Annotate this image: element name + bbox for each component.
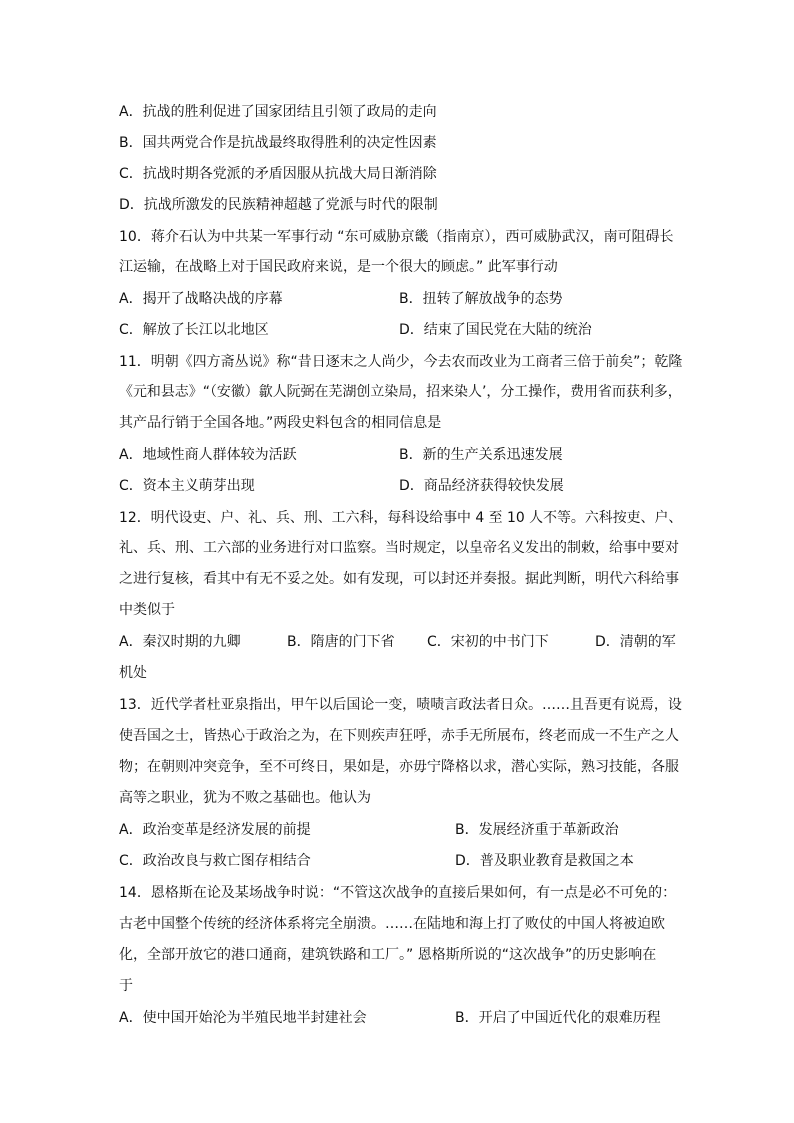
q10-option-a: A．揭开了战略决战的序幕 — [119, 291, 283, 307]
q11-option-c: C．资本主义萌芽出现 — [119, 478, 255, 494]
q13-option-a: A．政治变革是经济发展的前提 — [119, 822, 311, 838]
q9-option-a: A．抗战的胜利促进了国家团结且引领了政局的走向 — [119, 104, 437, 120]
q13-option-b: B．发展经济重于革新政治 — [455, 822, 619, 838]
q11-stem-line1: 11．明朝《四方斋丛说》称“昔日逐末之人尚少，今去农而改业为工商者三倍于前矣”；乾隆 — [119, 354, 683, 370]
q12-option-d: D．清朝的军 — [595, 634, 676, 650]
q11-stem-line2: 《元和县志》“（安徽）歙人阮弼在芜湖创立染局，招来染人’，分工操作，费用省而获利多， — [119, 384, 682, 400]
q12-option-c: C．宋初的中书门下 — [427, 634, 549, 650]
q13-stem-line4: 高等之职业，犹为不败之基础也。他认为 — [119, 790, 371, 806]
q14-stem-line2: 古老中国整个传统的经济体系将完全崩溃。……在陆地和海上打了败仗的中国人将被迫欧 — [119, 916, 665, 932]
q13-stem-line3: 物；在朝则冲突竞争，至不可终日，果如是，亦毋宁降格以求，潜心实际，熟习技能，各服 — [119, 759, 679, 775]
q13-option-d: D．普及职业教育是救国之本 — [455, 853, 634, 869]
q14-stem-line1: 14．恩格斯在论及某场战争时说：“不管这次战争的直接后果如何，有一点是必不可免的： — [119, 885, 677, 901]
q10-option-b: B．扭转了解放战争的态势 — [399, 291, 563, 307]
q13-option-c: C．政治改良与救亡图存相结合 — [119, 853, 311, 869]
q13-stem-line1: 13．近代学者杜亚泉指出，甲午以后国论一变，啧啧言政法者日众。……且吾更有说焉，设 — [119, 697, 682, 713]
q10-option-c: C．解放了长江以北地区 — [119, 322, 269, 338]
q11-stem-line3: 其产品行销于全国各地。”两段史料包含的相同信息是 — [119, 415, 442, 431]
q9-option-d: D．抗战所激发的民族精神超越了党派与时代的限制 — [119, 197, 438, 213]
q12-option-b: B．隋唐的门下省 — [287, 634, 395, 650]
q10-option-d: D．结束了国民党在大陆的统治 — [399, 322, 592, 338]
q10-stem-line2: 江运输，在战略上对于国民政府来说，是一个很大的顾虑。” 此军事行动 — [119, 259, 558, 275]
q11-option-d: D．商品经济获得较快发展 — [399, 478, 564, 494]
q9-option-c: C．抗战时期各党派的矛盾因服从抗战大局日渐消除 — [119, 166, 437, 182]
q12-stem-line2: 礼、兵、刑、工六部的业务进行对口监察。当时规定，以皇帝名义发出的制敕，给事中要对 — [119, 540, 679, 556]
q14-option-b: B．开启了中国近代化的艰难历程 — [455, 1010, 661, 1026]
q14-stem-line4: 于 — [119, 978, 133, 994]
q11-option-a: A．地域性商人群体较为活跃 — [119, 447, 297, 463]
q14-stem-line3: 化，全部开放它的港口通商，建筑铁路和工厂。” 恩格斯所说的“这次战争”的历史影响在 — [119, 947, 657, 963]
q12-option-d-continued: 机处 — [119, 665, 147, 681]
q14-option-a: A．使中国开始沦为半殖民地半封建社会 — [119, 1010, 367, 1026]
q9-option-b: B．国共两党合作是抗战最终取得胜利的决定性因素 — [119, 135, 437, 151]
q12-stem-line1: 12．明代设吏、户、礼、兵、刑、工六科，每科设给事中 4 至 10 人不等。六科按吏、户、 — [119, 510, 683, 526]
q12-option-a: A．秦汉时期的九卿 — [119, 634, 241, 650]
q12-stem-line4: 中类似于 — [119, 602, 175, 618]
q11-option-b: B．新的生产关系迅速发展 — [399, 447, 563, 463]
q10-stem-line1: 10．蒋介石认为中共某一军事行动 “东可威胁京畿（指南京），西可威胁武汉，南可阻碍长 — [119, 229, 674, 245]
q13-stem-line2: 使吾国之士，皆热心于政治之为，在下则疾声狂呼，赤手无所展布，终老而成一不生产之人 — [119, 728, 679, 744]
q12-stem-line3: 之进行复核，看其中有无不妥之处。如有发现，可以封还并奏报。据此判断，明代六科给事 — [119, 571, 679, 587]
